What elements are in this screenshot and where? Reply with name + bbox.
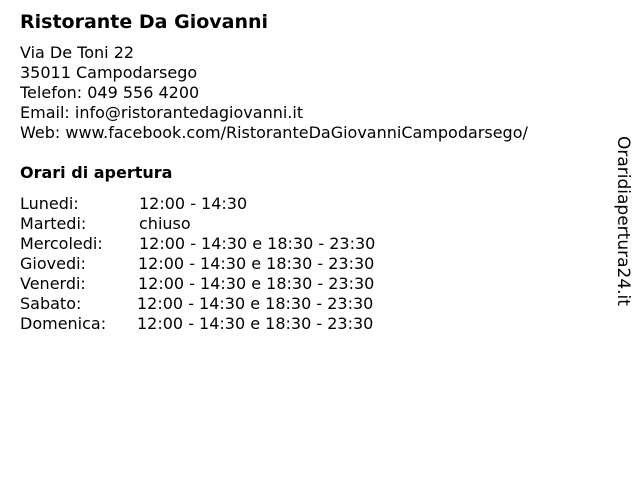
- day-label: Mercoledi:: [20, 234, 103, 253]
- day-hours: 12:00 - 14:30 e 18:30 - 23:30: [138, 274, 375, 293]
- day-label: Sabato:: [20, 294, 82, 313]
- email: Email: info@ristorantedagiovanni.it: [20, 103, 304, 122]
- day-hours: 12:00 - 14:30 e 18:30 - 23:30: [137, 294, 374, 313]
- day-hours: 12:00 - 14:30 e 18:30 - 23:30: [138, 254, 375, 273]
- day-hours: 12:00 - 14:30 e 18:30 - 23:30: [139, 234, 376, 253]
- restaurant-name: Ristorante Da Giovanni: [20, 11, 269, 33]
- hours-row-monday: [20, 194, 375, 214]
- hours-row-thursday: [20, 254, 375, 274]
- day-label: Lunedi:: [20, 194, 79, 213]
- phone: Telefon: 049 556 4200: [20, 83, 200, 102]
- hours-row-wednesday: [20, 234, 375, 254]
- day-hours: 12:00 - 14:30: [139, 194, 248, 213]
- hours-table: [20, 194, 375, 334]
- side-brand-text: Oraridiapertura24.it: [613, 136, 633, 306]
- hours-row-saturday: [20, 294, 375, 314]
- day-label: Domenica:: [20, 314, 107, 333]
- contact-block: [20, 43, 528, 143]
- day-hours: chiuso: [139, 214, 191, 233]
- day-label: Giovedi:: [20, 254, 86, 273]
- hours-row-tuesday: [20, 214, 375, 234]
- day-label: Martedi:: [20, 214, 87, 233]
- hours-row-sunday: [20, 314, 375, 334]
- street-address: Via De Toni 22: [20, 43, 135, 62]
- day-hours: 12:00 - 14:30 e 18:30 - 23:30: [137, 314, 374, 333]
- day-label: Venerdi:: [20, 274, 86, 293]
- city: 35011 Campodarsego: [20, 63, 198, 82]
- side-brand-watermark: [612, 136, 634, 306]
- website: Web: www.facebook.com/RistoranteDaGiovanniCampodarsego/: [20, 123, 528, 142]
- hours-heading: Orari di apertura: [20, 163, 173, 182]
- hours-row-friday: [20, 274, 375, 294]
